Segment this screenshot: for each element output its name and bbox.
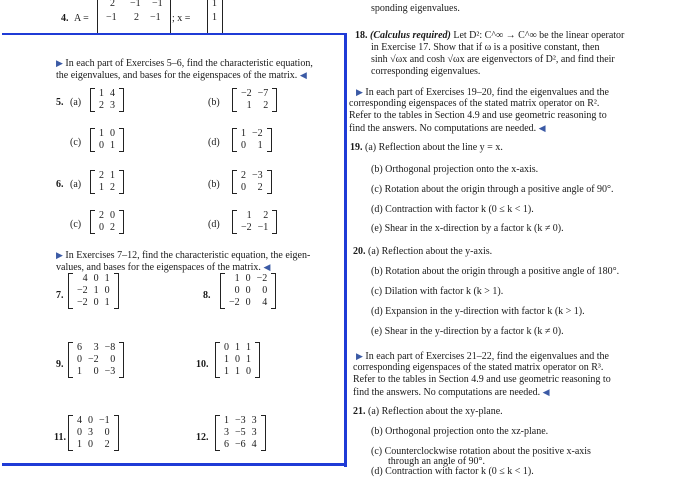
ex18-line4: corresponding eigenvalues. [371,66,481,77]
ex20-d: (d) Expansion in the y-direction with factor k (k > 1). [371,306,585,317]
intro-5-6: ▶ In each part of Exercises 5–6, find the characteristic equation, [56,58,313,69]
cell: 0 [234,285,240,296]
ex21-c: (c) Counterclockwise rotation about the positive x-axis [371,446,591,457]
right-top-text: sponding eigenvalues. [371,3,460,14]
end-marker-icon: ◀ [299,70,307,80]
ex4-x-label: ; x = [172,13,191,24]
ex6a-matrix [90,170,124,194]
cell: 0 [245,273,251,284]
cell: −3 [235,415,246,426]
ex20-a: 20. (a) Reflection about the y-axis. [353,246,493,257]
ex7-matrix [68,273,119,309]
ex12-label: 12. [196,432,209,443]
cell: 0 [104,427,110,438]
ex5-c-label: (c) [70,137,82,148]
cell: 4 [77,415,82,426]
ex6c-matrix [90,210,124,234]
cell: −2 [252,128,263,139]
cell: 1 [224,366,229,377]
ex6b-matrix [232,170,272,194]
ex5-label: 5. [56,97,64,108]
ex21-d: (d) Contraction with factor k (0 ≤ k < 1). [371,466,534,477]
cell: 1 [235,366,240,377]
ex8-label: 8. [203,290,211,301]
intro-19-20-line2: corresponding eigenspaces of the stated matrix operator on R². [349,98,600,109]
ex4-cell: −1 [106,12,117,23]
ex6-c-label: (c) [70,219,82,230]
ex6-b-label: (b) [208,179,220,190]
ex12-matrix [215,415,266,451]
cell: 1 [77,366,82,377]
ex4-matrix [97,0,171,33]
cell: 0 [262,285,268,296]
cell: 0 [77,427,82,438]
cell: 0 [88,415,93,426]
cell: 3 [251,427,257,438]
cell: 6 [77,342,82,353]
highlight-top-line [2,33,347,35]
ex21-b: (b) Orthogonal projection onto the xz-plane. [371,426,549,437]
highlight-bottom-line [2,463,347,466]
cell: −1 [99,415,110,426]
cell: 3 [224,427,229,438]
cell: −3 [252,170,263,181]
cell: 1 [99,88,104,99]
ex10-matrix [215,342,260,378]
cell: 2 [110,222,115,233]
cell: −7 [257,88,269,99]
cell: −2 [241,222,252,233]
ex4-cell: −1 [152,0,163,9]
cell: 0 [77,354,82,365]
ex4-x-cell: 1 [212,12,217,23]
cell: 0 [224,342,229,353]
ex7-label: 7. [56,290,64,301]
ex4-cell: 2 [110,0,115,9]
cell: 2 [110,182,115,193]
cell: 0 [246,366,251,377]
triangle-marker-icon: ▶ [356,351,363,361]
ex6-label: 6. [56,179,64,190]
cell: 2 [263,100,269,111]
intro-21-22-line1: ▶ In each part of Exercises 21–22, find the eigenvalues and the [356,351,609,362]
cell: 1 [110,170,115,181]
cell: 0 [104,285,110,296]
ex19-c: (c) Rotation about the origin through a positive angle of 90°. [371,184,614,195]
intro-19-20-line1: ▶ In each part of Exercises 19–20, find the eigenvalues and the [356,87,609,98]
ex19-d: (d) Contraction with factor k (0 ≤ k < 1). [371,204,534,215]
cell: 1 [241,128,246,139]
cell: −1 [257,222,269,233]
cell: 4 [251,439,257,450]
cell: −2 [256,273,268,284]
cell: 1 [246,100,252,111]
cell: 0 [241,182,246,193]
ex4-x-vector [207,0,223,33]
ex5b-matrix [232,88,277,112]
intro-21-22-line3: Refer to the tables in Section 4.9 and use geometric reasoning to [353,374,611,385]
cell: 1 [77,439,82,450]
ex5-b-label: (b) [208,97,220,108]
ex21-a: 21. (a) Reflection about the xy-plane. [353,406,503,417]
ex4-x-cell: 1 [212,0,217,9]
ex19-e: (e) Shear in the x-direction by a factor k (k ≠ 0). [371,223,564,234]
ex9-matrix [68,342,124,378]
cell: 0 [235,354,240,365]
cell: 0 [245,285,251,296]
ex8-matrix [220,273,276,309]
ex11-label: 11. [54,432,66,443]
cell: 0 [88,439,93,450]
ex18-line1: 18. (Calculus required) Let D²: C^∞ → C^∞ be the linear operator [355,30,625,41]
cell: −5 [235,427,246,438]
end-marker-icon: ◀ [538,123,546,133]
cell: 3 [88,427,93,438]
ex5-a-label: (a) [70,97,82,108]
intro-21-22-line2: corresponding eigenspaces of the stated matrix operator on R³. [353,362,604,373]
intro-19-20-line3: Refer to the tables in Section 4.9 and use geometric reasoning to [349,110,607,121]
cell: 0 [110,128,115,139]
intro-19-20-line4: find the answers. No computations are needed. ◀ [349,123,546,134]
cell: 1 [224,354,229,365]
ex10-label: 10. [196,359,209,370]
cell: 1 [99,128,104,139]
cell: 0 [93,273,99,284]
ex4-a-label: A = [74,13,89,24]
ex6d-matrix [232,210,277,234]
triangle-marker-icon: ▶ [56,58,63,68]
end-marker-icon: ◀ [263,262,271,272]
ex4-cell: −1 [130,0,141,9]
cell: 0 [93,297,99,308]
ex9-label: 9. [56,359,64,370]
ex21-c-line2: through an angle of 90°. [388,456,486,467]
cell: 0 [99,140,104,151]
cell: 1 [246,354,251,365]
cell: 2 [99,170,104,181]
intro-5-6-line2: the eigenvalues, and bases for the eigenspaces of the matrix. ◀ [56,70,307,81]
cell: −3 [104,366,116,377]
ex5c-matrix [90,128,124,152]
ex20-c: (c) Dilation with factor k (k > 1). [371,286,504,297]
cell: 1 [235,342,240,353]
cell: 3 [251,415,257,426]
cell: 4 [262,297,268,308]
intro-21-22-line4: find the answers. No computations are needed. ◀ [353,387,550,398]
cell: 3 [93,342,99,353]
cell: 1 [104,273,110,284]
cell: −2 [77,285,88,296]
triangle-marker-icon: ▶ [356,87,363,97]
cell: 0 [110,210,115,221]
ex5d-matrix [232,128,272,152]
ex4-cell: −1 [150,12,161,23]
ex5-d-label: (d) [208,137,220,148]
ex4-cell: 2 [134,12,139,23]
cell: 0 [93,366,99,377]
cell: 1 [110,140,115,151]
cell: 1 [246,342,251,353]
ex18-line3: sinh √ωx and cosh √ωx are eigenvectors of D², and find their [371,54,615,65]
cell: −6 [235,439,246,450]
ex4-label: 4. [61,13,69,24]
cell: −8 [104,342,116,353]
cell: 2 [263,210,269,221]
cell: 3 [110,100,115,111]
ex20-b: (b) Rotation about the origin through a positive angle of 180°. [371,266,620,277]
cell: 0 [245,297,251,308]
cell: 0 [241,140,246,151]
end-marker-icon: ◀ [542,387,550,397]
cell: 0 [99,222,104,233]
cell: 4 [110,88,115,99]
ex6-a-label: (a) [70,179,82,190]
cell: 1 [93,285,99,296]
cell: 1 [234,273,240,284]
highlight-right-line [344,33,347,467]
cell: 1 [246,210,252,221]
cell: −2 [229,297,240,308]
cell: 1 [99,182,104,193]
cell: 0 [110,354,116,365]
intro-7-12: ▶ In Exercises 7–12, find the characteristic equation, the eigen- [56,250,311,261]
cell: 2 [99,100,104,111]
cell: 6 [224,439,229,450]
ex6-d-label: (d) [208,219,220,230]
cell: 2 [241,170,246,181]
cell: −2 [88,354,99,365]
cell: −2 [77,297,88,308]
cell: −2 [241,88,252,99]
cell: 2 [104,439,110,450]
ex18-line2: in Exercise 17. Show that if ω is a positive constant, then [371,42,600,53]
cell: 1 [257,140,263,151]
cell: 4 [82,273,88,284]
ex19-b: (b) Orthogonal projection onto the x-axis. [371,164,539,175]
ex11-matrix [68,415,119,451]
triangle-marker-icon: ▶ [56,250,63,260]
cell: 2 [99,210,104,221]
intro-7-12-line2: values, and bases for the eigenspaces of the matrix. ◀ [56,262,271,273]
ex5a-matrix [90,88,124,112]
cell: 2 [257,182,263,193]
cell: 1 [104,297,110,308]
cell: 1 [224,415,229,426]
ex20-e: (e) Shear in the y-direction by a factor k (k ≠ 0). [371,326,564,337]
ex19-a: 19. (a) Reflection about the line y = x. [350,142,503,153]
